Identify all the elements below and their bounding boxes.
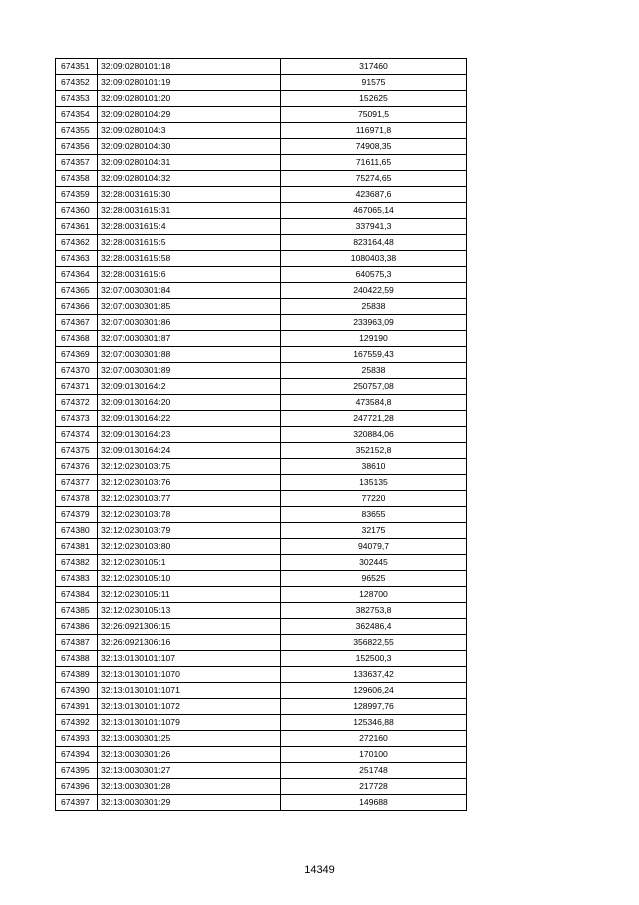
value-cell: 129606,24 <box>281 683 467 699</box>
table-row <box>56 539 467 555</box>
table-row <box>56 395 467 411</box>
cadastral-number-cell: 32:12:0230103:75 <box>98 459 281 475</box>
row-id-cell: 674365 <box>56 283 98 299</box>
value-cell: 240422,59 <box>281 283 467 299</box>
cadastral-number-cell: 32:12:0230103:78 <box>98 507 281 523</box>
value-cell: 125346,88 <box>281 715 467 731</box>
value-cell: 91575 <box>281 75 467 91</box>
value-cell: 83655 <box>281 507 467 523</box>
value-cell: 337941,3 <box>281 219 467 235</box>
table-row <box>56 411 467 427</box>
cadastral-number-cell: 32:13:0130101:1070 <box>98 667 281 683</box>
table-row <box>56 107 467 123</box>
cadastral-number-cell: 32:12:0230105:11 <box>98 587 281 603</box>
row-id-cell: 674372 <box>56 395 98 411</box>
table-row <box>56 491 467 507</box>
row-id-cell: 674373 <box>56 411 98 427</box>
row-id-cell: 674371 <box>56 379 98 395</box>
row-id-cell: 674387 <box>56 635 98 651</box>
value-cell: 94079,7 <box>281 539 467 555</box>
table-row <box>56 139 467 155</box>
row-id-cell: 674380 <box>56 523 98 539</box>
table-row <box>56 299 467 315</box>
value-cell: 77220 <box>281 491 467 507</box>
data-table <box>55 58 467 811</box>
value-cell: 170100 <box>281 747 467 763</box>
value-cell: 423687,6 <box>281 187 467 203</box>
cadastral-number-cell: 32:28:0031615:31 <box>98 203 281 219</box>
value-cell: 362486,4 <box>281 619 467 635</box>
table-row <box>56 91 467 107</box>
value-cell: 135135 <box>281 475 467 491</box>
row-id-cell: 674361 <box>56 219 98 235</box>
table-row <box>56 251 467 267</box>
value-cell: 152625 <box>281 91 467 107</box>
value-cell: 467065,14 <box>281 203 467 219</box>
table-row <box>56 747 467 763</box>
table-row <box>56 763 467 779</box>
value-cell: 129190 <box>281 331 467 347</box>
cadastral-number-cell: 32:07:0030301:87 <box>98 331 281 347</box>
page-number: 14349 <box>304 864 335 876</box>
table-row <box>56 603 467 619</box>
row-id-cell: 674354 <box>56 107 98 123</box>
row-id-cell: 674395 <box>56 763 98 779</box>
value-cell: 233963,09 <box>281 315 467 331</box>
table-row <box>56 523 467 539</box>
row-id-cell: 674391 <box>56 699 98 715</box>
cadastral-number-cell: 32:09:0130164:22 <box>98 411 281 427</box>
row-id-cell: 674385 <box>56 603 98 619</box>
value-cell: 75091,5 <box>281 107 467 123</box>
cadastral-number-cell: 32:09:0130164:24 <box>98 443 281 459</box>
row-id-cell: 674358 <box>56 171 98 187</box>
value-cell: 152500,3 <box>281 651 467 667</box>
value-cell: 133637,42 <box>281 667 467 683</box>
table-row <box>56 75 467 91</box>
cadastral-number-cell: 32:09:0280104:3 <box>98 123 281 139</box>
value-cell: 74908,35 <box>281 139 467 155</box>
row-id-cell: 674397 <box>56 795 98 811</box>
row-id-cell: 674374 <box>56 427 98 443</box>
table-row <box>56 459 467 475</box>
table-row <box>56 219 467 235</box>
row-id-cell: 674388 <box>56 651 98 667</box>
cadastral-number-cell: 32:07:0030301:89 <box>98 363 281 379</box>
row-id-cell: 674359 <box>56 187 98 203</box>
table-row <box>56 683 467 699</box>
cadastral-number-cell: 32:28:0031615:58 <box>98 251 281 267</box>
cadastral-number-cell: 32:09:0130164:20 <box>98 395 281 411</box>
cadastral-number-cell: 32:13:0030301:27 <box>98 763 281 779</box>
value-cell: 32175 <box>281 523 467 539</box>
cadastral-number-cell: 32:09:0280101:19 <box>98 75 281 91</box>
row-id-cell: 674382 <box>56 555 98 571</box>
table-row <box>56 475 467 491</box>
table-row <box>56 59 467 75</box>
row-id-cell: 674351 <box>56 59 98 75</box>
value-cell: 317460 <box>281 59 467 75</box>
row-id-cell: 674383 <box>56 571 98 587</box>
value-cell: 320884,06 <box>281 427 467 443</box>
cadastral-number-cell: 32:13:0130101:1072 <box>98 699 281 715</box>
table-row <box>56 315 467 331</box>
table-row <box>56 379 467 395</box>
value-cell: 167559,43 <box>281 347 467 363</box>
table-row <box>56 427 467 443</box>
cadastral-number-cell: 32:13:0030301:26 <box>98 747 281 763</box>
cadastral-number-cell: 32:13:0030301:25 <box>98 731 281 747</box>
table-row <box>56 283 467 299</box>
cadastral-number-cell: 32:12:0230103:76 <box>98 475 281 491</box>
cadastral-number-cell: 32:09:0280104:31 <box>98 155 281 171</box>
cadastral-number-cell: 32:09:0280104:29 <box>98 107 281 123</box>
table-row <box>56 155 467 171</box>
table-row <box>56 171 467 187</box>
row-id-cell: 674355 <box>56 123 98 139</box>
table-row <box>56 699 467 715</box>
table-row <box>56 267 467 283</box>
row-id-cell: 674356 <box>56 139 98 155</box>
row-id-cell: 674353 <box>56 91 98 107</box>
cadastral-number-cell: 32:07:0030301:84 <box>98 283 281 299</box>
row-id-cell: 674357 <box>56 155 98 171</box>
table-row <box>56 731 467 747</box>
table-row <box>56 795 467 811</box>
value-cell: 382753,8 <box>281 603 467 619</box>
row-id-cell: 674362 <box>56 235 98 251</box>
row-id-cell: 674390 <box>56 683 98 699</box>
cadastral-number-cell: 32:12:0230105:13 <box>98 603 281 619</box>
row-id-cell: 674389 <box>56 667 98 683</box>
cadastral-number-cell: 32:13:0030301:29 <box>98 795 281 811</box>
row-id-cell: 674384 <box>56 587 98 603</box>
cadastral-number-cell: 32:12:0230105:10 <box>98 571 281 587</box>
value-cell: 38610 <box>281 459 467 475</box>
row-id-cell: 674367 <box>56 315 98 331</box>
cadastral-number-cell: 32:26:0921306:16 <box>98 635 281 651</box>
table-row <box>56 587 467 603</box>
cadastral-number-cell: 32:28:0031615:4 <box>98 219 281 235</box>
value-cell: 247721,28 <box>281 411 467 427</box>
row-id-cell: 674393 <box>56 731 98 747</box>
row-id-cell: 674369 <box>56 347 98 363</box>
row-id-cell: 674368 <box>56 331 98 347</box>
cadastral-number-cell: 32:09:0280101:20 <box>98 91 281 107</box>
value-cell: 149688 <box>281 795 467 811</box>
cadastral-number-cell: 32:12:0230103:77 <box>98 491 281 507</box>
row-id-cell: 674394 <box>56 747 98 763</box>
row-id-cell: 674392 <box>56 715 98 731</box>
cadastral-number-cell: 32:07:0030301:88 <box>98 347 281 363</box>
table-row <box>56 619 467 635</box>
cadastral-number-cell: 32:12:0230105:1 <box>98 555 281 571</box>
row-id-cell: 674360 <box>56 203 98 219</box>
table-row <box>56 667 467 683</box>
cadastral-number-cell: 32:28:0031615:5 <box>98 235 281 251</box>
value-cell: 823164,48 <box>281 235 467 251</box>
row-id-cell: 674386 <box>56 619 98 635</box>
table-row <box>56 363 467 379</box>
row-id-cell: 674370 <box>56 363 98 379</box>
cadastral-number-cell: 32:13:0130101:107 <box>98 651 281 667</box>
cadastral-number-cell: 32:13:0030301:28 <box>98 779 281 795</box>
cadastral-number-cell: 32:09:0280101:18 <box>98 59 281 75</box>
table-row <box>56 123 467 139</box>
value-cell: 75274,65 <box>281 171 467 187</box>
cadastral-number-cell: 32:28:0031615:6 <box>98 267 281 283</box>
table-row <box>56 571 467 587</box>
value-cell: 251748 <box>281 763 467 779</box>
table-row <box>56 443 467 459</box>
value-cell: 96525 <box>281 571 467 587</box>
value-cell: 356822,55 <box>281 635 467 651</box>
value-cell: 302445 <box>281 555 467 571</box>
cadastral-number-cell: 32:07:0030301:85 <box>98 299 281 315</box>
row-id-cell: 674381 <box>56 539 98 555</box>
row-id-cell: 674378 <box>56 491 98 507</box>
cadastral-number-cell: 32:09:0280104:30 <box>98 139 281 155</box>
table-row <box>56 331 467 347</box>
cadastral-number-cell: 32:26:0921306:15 <box>98 619 281 635</box>
cadastral-number-cell: 32:13:0130101:1071 <box>98 683 281 699</box>
table-row <box>56 187 467 203</box>
cadastral-number-cell: 32:28:0031615:30 <box>98 187 281 203</box>
row-id-cell: 674364 <box>56 267 98 283</box>
table-row <box>56 203 467 219</box>
row-id-cell: 674375 <box>56 443 98 459</box>
row-id-cell: 674396 <box>56 779 98 795</box>
value-cell: 1080403,38 <box>281 251 467 267</box>
table-row <box>56 779 467 795</box>
value-cell: 116971,8 <box>281 123 467 139</box>
table-row <box>56 555 467 571</box>
value-cell: 250757,08 <box>281 379 467 395</box>
value-cell: 473584,8 <box>281 395 467 411</box>
value-cell: 352152,8 <box>281 443 467 459</box>
cadastral-number-cell: 32:09:0130164:23 <box>98 427 281 443</box>
table-row <box>56 715 467 731</box>
table-row <box>56 651 467 667</box>
cadastral-number-cell: 32:07:0030301:86 <box>98 315 281 331</box>
value-cell: 640575,3 <box>281 267 467 283</box>
value-cell: 272160 <box>281 731 467 747</box>
value-cell: 128700 <box>281 587 467 603</box>
value-cell: 71611,65 <box>281 155 467 171</box>
row-id-cell: 674377 <box>56 475 98 491</box>
row-id-cell: 674366 <box>56 299 98 315</box>
cadastral-number-cell: 32:09:0280104:32 <box>98 171 281 187</box>
table-body <box>56 59 467 811</box>
row-id-cell: 674376 <box>56 459 98 475</box>
row-id-cell: 674363 <box>56 251 98 267</box>
cadastral-number-cell: 32:09:0130164:2 <box>98 379 281 395</box>
value-cell: 25838 <box>281 363 467 379</box>
value-cell: 128997,76 <box>281 699 467 715</box>
cadastral-number-cell: 32:12:0230103:79 <box>98 523 281 539</box>
value-cell: 217728 <box>281 779 467 795</box>
table-row <box>56 635 467 651</box>
row-id-cell: 674379 <box>56 507 98 523</box>
table-row <box>56 235 467 251</box>
cadastral-number-cell: 32:12:0230103:80 <box>98 539 281 555</box>
cadastral-number-cell: 32:13:0130101:1079 <box>98 715 281 731</box>
table-row <box>56 347 467 363</box>
row-id-cell: 674352 <box>56 75 98 91</box>
value-cell: 25838 <box>281 299 467 315</box>
table-row <box>56 507 467 523</box>
